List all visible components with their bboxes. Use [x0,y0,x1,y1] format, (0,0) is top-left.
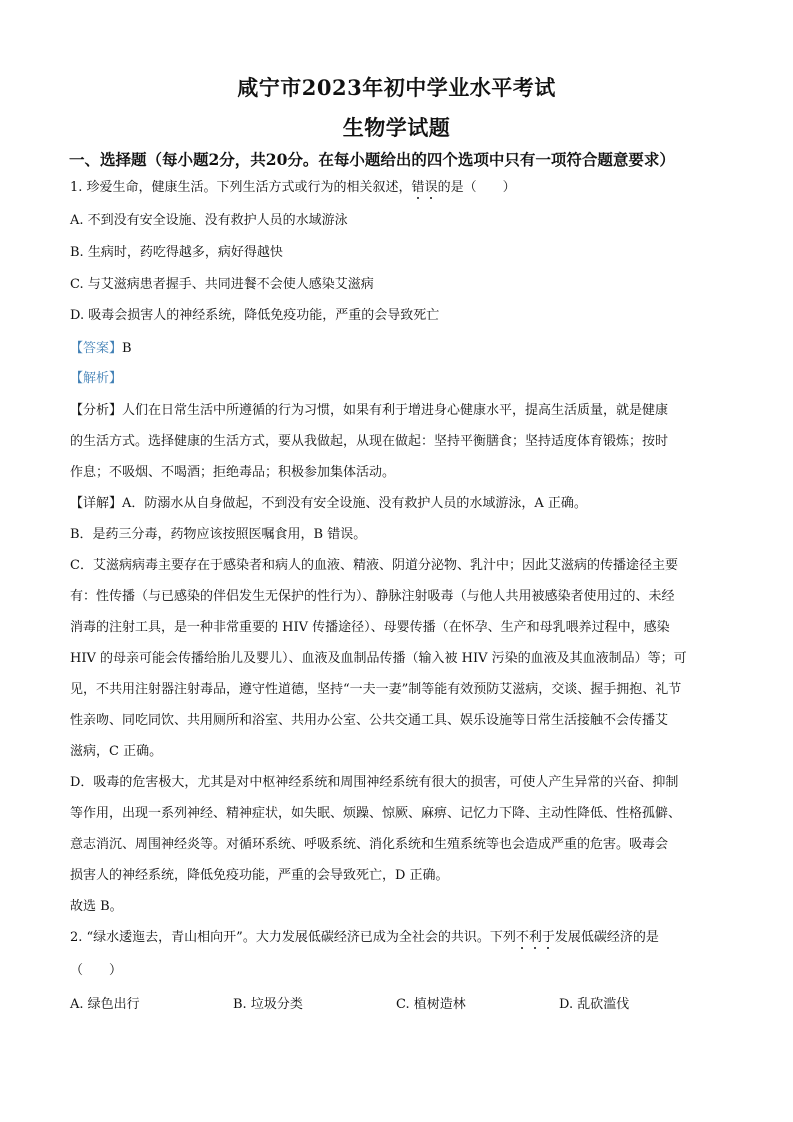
detail-line: 滋病，C 正确。 [70,744,163,759]
detail-line: D．吸毒的危害极大，尤其是对中枢神经系统和周围神经系统有很大的损害，可使人产生异常的兴奋、抑制 [70,775,679,790]
detail-line: C．艾滋病病毒主要存在于感染者和病人的血液、精液、阴道分泌物、乳汁中；因此艾滋病的传播途径主要 [70,558,678,573]
conclusion-line: 故选 B。 [70,899,123,914]
detail-line: 消毒的注射工具，是一种非常重要的 HIV 传播途径）、母婴传播（在怀孕、生产和母乳喂养过程中，感染 [70,620,670,635]
q1-option-b: B. 生病时，药吃得越多，病好得越快 [70,245,283,260]
emphasis-char: 利 [528,930,542,945]
q2-answer-paren: （ ） [70,963,123,978]
detail-line: B．是药三分毒，药物应该按照医嘱食用，B 错误。 [70,527,367,542]
q2-option-d: D. 乱砍滥伐 [559,997,630,1012]
emphasis-char: 错 [411,180,425,195]
q2-stem-text: 2. “绿水逶迤去，青山相向开”。大力发展低碳经济已成为全社会的共识。下列 [70,930,516,945]
detail-line: HIV 的母亲可能会传播给胎儿及婴儿）、血液及血制品传播（输入被 HIV 污染的血液及其血液制品）等；可 [70,651,687,666]
analysis-label: 【解析】 [70,371,123,386]
emphasis-char: 不 [515,930,529,945]
analysis-line: 的生活方式。选择健康的生活方式，要从我做起，从现在做起：坚持平衡膳食；坚持适度体育锻炼；按时 [70,434,669,449]
answer-label: 【答案】 [70,341,123,356]
q2-stem [70,929,659,947]
q1-stem-text: 1. 珍爱生命，健康生活。下列生活方式或行为的相关叙述， [70,180,412,195]
section-heading: 一、选择题（每小题2分，共20分。在每小题给出的四个选项中只有一项符合题意要求） [69,150,675,169]
q2-stem-text: 发展低碳经济的是 [554,930,659,945]
q2-option-a: A. 绿色出行 [70,997,140,1012]
exam-subtitle: 生物学试题 [342,115,451,140]
detail-line: 意志消沉、周围神经炎等。对循环系统、呼吸系统、消化系统和生殖系统等也会造成严重的危害。吸毒会 [70,837,669,852]
detail-line: 等作用，出现一系列神经、精神症状，如失眠、烦躁、惊厥、麻痹、记忆力下降、主动性降低、性格孤僻、 [70,806,682,821]
q1-stem-text: 的是（ ） [437,180,516,195]
q1-stem [70,179,516,197]
detail-line: 【详解】A．防溺水从自身做起，不到没有安全设施、没有救护人员的水域游泳，A 正确。 [70,496,587,511]
answer-row [70,340,132,358]
q2-option-b: B. 垃圾分类 [233,997,303,1012]
emphasis-char: 于 [541,930,555,945]
detail-line: 损害人的神经系统，降低免疫功能，严重的会导致死亡，D 正确。 [70,868,449,883]
analysis-line: 作息；不吸烟、不喝酒；拒绝毒品；积极参加集体活动。 [70,465,396,480]
q1-option-a: A. 不到没有安全设施、没有救护人员的水域游泳 [70,213,348,228]
q1-option-d: D. 吸毒会损害人的神经系统，降低免疫功能，严重的会导致死亡 [70,308,440,323]
detail-line: 性亲吻、同吃同饮、共用厕所和浴室、共用办公室、公共交通工具、娱乐设施等日常生活接触不会传播艾 [70,713,669,728]
detail-line: 有：性传播（与已感染的伴侣发生无保护的性行为）、静脉注射吸毒（与他人共用被感染者使用过的、未经 [70,589,675,604]
detail-line: 见，不共用注射器注射毒品，遵守性道德，坚持“一夫一妻”制等能有效预防艾滋病，交谈、握手拥抱、礼节 [70,682,682,697]
exam-title: 咸宁市2023年初中学业水平考试 [237,75,556,100]
answer-value: B [122,341,132,356]
emphasis-char: 误 [424,180,438,195]
analysis-line: 【分析】人们在日常生活中所遵循的行为习惯，如果有利于增进身心健康水平，提高生活质量，就是健康 [70,403,669,418]
q2-option-c: C. 植树造林 [396,997,466,1012]
q1-option-c: C. 与艾滋病患者握手、共同进餐不会使人感染艾滋病 [70,277,374,292]
